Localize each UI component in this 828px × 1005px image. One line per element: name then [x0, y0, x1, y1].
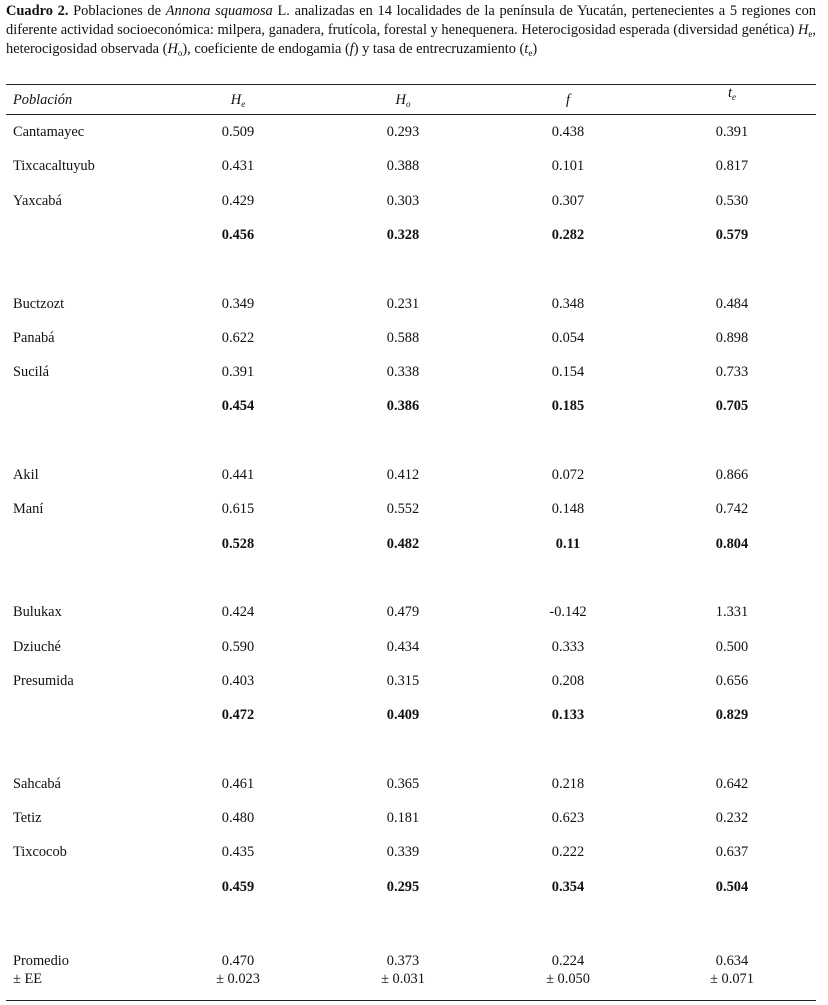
cell-te: 0.866 — [715, 467, 749, 483]
cell-ho: 0.231 — [386, 296, 420, 312]
cell-ho: 0.303 — [386, 193, 420, 209]
promedio-label: Promedio — [13, 953, 69, 969]
cell-te: 0.232 — [715, 810, 749, 826]
population-name: Tixcacaltuyub — [13, 158, 95, 174]
cell-f: -0.142 — [549, 604, 587, 620]
caption-text: ), coeficiente de endogamia ( — [182, 41, 350, 57]
caption-text: Poblaciones de — [68, 3, 166, 19]
cell-te: 0.642 — [715, 776, 749, 792]
promedio-se-label: ± EE — [13, 971, 43, 987]
caption-text: , heterocigosidad observada ( — [6, 22, 816, 57]
header-he-symbol: H — [230, 92, 242, 108]
group-mean-he: 0.454 — [221, 398, 255, 414]
cell-te: 0.530 — [715, 193, 749, 209]
group-mean-he: 0.459 — [221, 879, 255, 895]
group-mean-ho: 0.328 — [386, 227, 420, 243]
cell-f: 0.333 — [551, 639, 585, 655]
cell-he: 0.480 — [221, 810, 255, 826]
cell-ho: 0.552 — [386, 501, 420, 517]
cell-te: 0.742 — [715, 501, 749, 517]
cell-f: 0.307 — [551, 193, 585, 209]
header-ho — [396, 91, 411, 109]
group-mean-f: 0.282 — [551, 227, 585, 243]
cell-te: 0.484 — [715, 296, 749, 312]
cell-f: 0.218 — [551, 776, 585, 792]
group-mean-f: 0.11 — [555, 536, 581, 552]
cell-he: 0.590 — [221, 639, 255, 655]
population-name: Sahcabá — [13, 776, 61, 792]
cell-f: 0.623 — [551, 810, 585, 826]
cell-he: 0.441 — [221, 467, 255, 483]
cell-ho: 0.388 — [386, 158, 420, 174]
cell-te: 0.817 — [715, 158, 749, 174]
header-te — [728, 84, 736, 102]
cell-ho: 0.293 — [386, 124, 420, 140]
table-header-rule — [6, 114, 816, 115]
group-mean-ho: 0.409 — [386, 707, 420, 723]
group-mean-he: 0.456 — [221, 227, 255, 243]
group-mean-te: 0.705 — [715, 398, 749, 414]
cell-f: 0.054 — [551, 330, 585, 346]
cell-f: 0.148 — [551, 501, 585, 517]
promedio-te-se: ± 0.071 — [710, 971, 754, 987]
cell-he: 0.429 — [221, 193, 255, 209]
population-name: Presumida — [13, 673, 74, 689]
group-mean-ho: 0.386 — [386, 398, 420, 414]
caption-ho-symbol: H — [167, 41, 178, 57]
cell-he: 0.622 — [221, 330, 255, 346]
cell-f: 0.348 — [551, 296, 585, 312]
cell-ho: 0.479 — [386, 604, 420, 620]
cell-he: 0.435 — [221, 844, 255, 860]
promedio-he: 0.470 — [221, 953, 255, 969]
population-name: Dziuché — [13, 639, 61, 655]
cell-ho: 0.338 — [386, 364, 420, 380]
population-name: Akil — [13, 467, 39, 483]
cell-te: 0.500 — [715, 639, 749, 655]
cell-ho: 0.181 — [386, 810, 420, 826]
cell-te: 0.733 — [715, 364, 749, 380]
header-f: f — [566, 92, 570, 108]
table-bottom-rule — [6, 1000, 816, 1001]
header-te-subscript: e — [732, 92, 736, 102]
cell-he: 0.403 — [221, 673, 255, 689]
population-name: Buctzozt — [13, 296, 65, 312]
promedio-he-se: ± 0.023 — [216, 971, 260, 987]
caption-te-subscript: e — [528, 48, 533, 58]
population-name: Cantamayec — [13, 124, 85, 140]
cell-f: 0.208 — [551, 673, 585, 689]
group-mean-he: 0.472 — [221, 707, 255, 723]
cell-he: 0.509 — [221, 124, 255, 140]
cell-f: 0.072 — [551, 467, 585, 483]
promedio-f-se: ± 0.050 — [546, 971, 590, 987]
cell-te: 0.898 — [715, 330, 749, 346]
header-he — [231, 91, 245, 109]
cell-f: 0.101 — [551, 158, 585, 174]
cell-ho: 0.365 — [386, 776, 420, 792]
promedio-ho-se: ± 0.031 — [381, 971, 425, 987]
table-caption — [6, 2, 816, 59]
cell-he: 0.349 — [221, 296, 255, 312]
group-mean-te: 0.504 — [715, 879, 749, 895]
group-mean-he: 0.528 — [221, 536, 255, 552]
group-mean-f: 0.133 — [551, 707, 585, 723]
caption-ho-subscript: o — [177, 48, 183, 58]
cell-te: 1.331 — [715, 604, 749, 620]
cell-ho: 0.412 — [386, 467, 420, 483]
promedio-te: 0.634 — [715, 953, 749, 969]
population-name: Maní — [13, 501, 44, 517]
population-name: Tetiz — [13, 810, 42, 826]
group-mean-te: 0.804 — [715, 536, 749, 552]
population-name: Panabá — [13, 330, 55, 346]
header-he-subscript: e — [241, 99, 246, 109]
group-mean-f: 0.185 — [551, 398, 585, 414]
cell-ho: 0.434 — [386, 639, 420, 655]
header-te-symbol: t — [728, 85, 732, 101]
cell-he: 0.431 — [221, 158, 255, 174]
caption-he-subscript: e — [808, 29, 813, 39]
caption-species: Annona squamosa — [165, 3, 273, 19]
cell-te: 0.391 — [715, 124, 749, 140]
header-ho-symbol: H — [395, 92, 406, 108]
cell-he: 0.615 — [221, 501, 255, 517]
group-mean-f: 0.354 — [551, 879, 585, 895]
population-name: Tixcocob — [13, 844, 67, 860]
caption-label: Cuadro 2. — [6, 3, 69, 19]
caption-text: L. analizadas en 14 localidades de la península de Yucatán, pertenecientes a 5 regiones con diferente actividad socioeconómica: milpera, ganadera, frutícola, forestal y henequenera. Heterocigosidad esperada (diversidad genética) — [6, 3, 817, 38]
caption-te-symbol: t — [524, 41, 529, 57]
cell-te: 0.656 — [715, 673, 749, 689]
cell-f: 0.154 — [551, 364, 585, 380]
group-mean-te: 0.829 — [715, 707, 749, 723]
caption-f-symbol: f — [349, 41, 354, 57]
cell-ho: 0.588 — [386, 330, 420, 346]
group-mean-ho: 0.295 — [386, 879, 420, 895]
promedio-f: 0.224 — [551, 953, 585, 969]
cell-te: 0.637 — [715, 844, 749, 860]
cell-f: 0.438 — [551, 124, 585, 140]
group-mean-ho: 0.482 — [386, 536, 420, 552]
header-poblacion: Población — [13, 92, 73, 108]
cell-he: 0.391 — [221, 364, 255, 380]
population-name: Bulukax — [13, 604, 62, 620]
caption-he-symbol: H — [797, 22, 809, 38]
population-name: Sucilá — [13, 364, 49, 380]
group-mean-te: 0.579 — [715, 227, 749, 243]
promedio-ho: 0.373 — [386, 953, 420, 969]
cell-ho: 0.315 — [386, 673, 420, 689]
cell-he: 0.424 — [221, 604, 255, 620]
cell-ho: 0.339 — [386, 844, 420, 860]
population-name: Yaxcabá — [13, 193, 62, 209]
header-ho-subscript: o — [405, 99, 411, 109]
table-top-rule — [6, 84, 816, 85]
caption-text: ) y tasa de entrecruzamiento ( — [353, 41, 525, 57]
cell-he: 0.461 — [221, 776, 255, 792]
cell-f: 0.222 — [551, 844, 585, 860]
caption-text: ) — [532, 41, 538, 57]
